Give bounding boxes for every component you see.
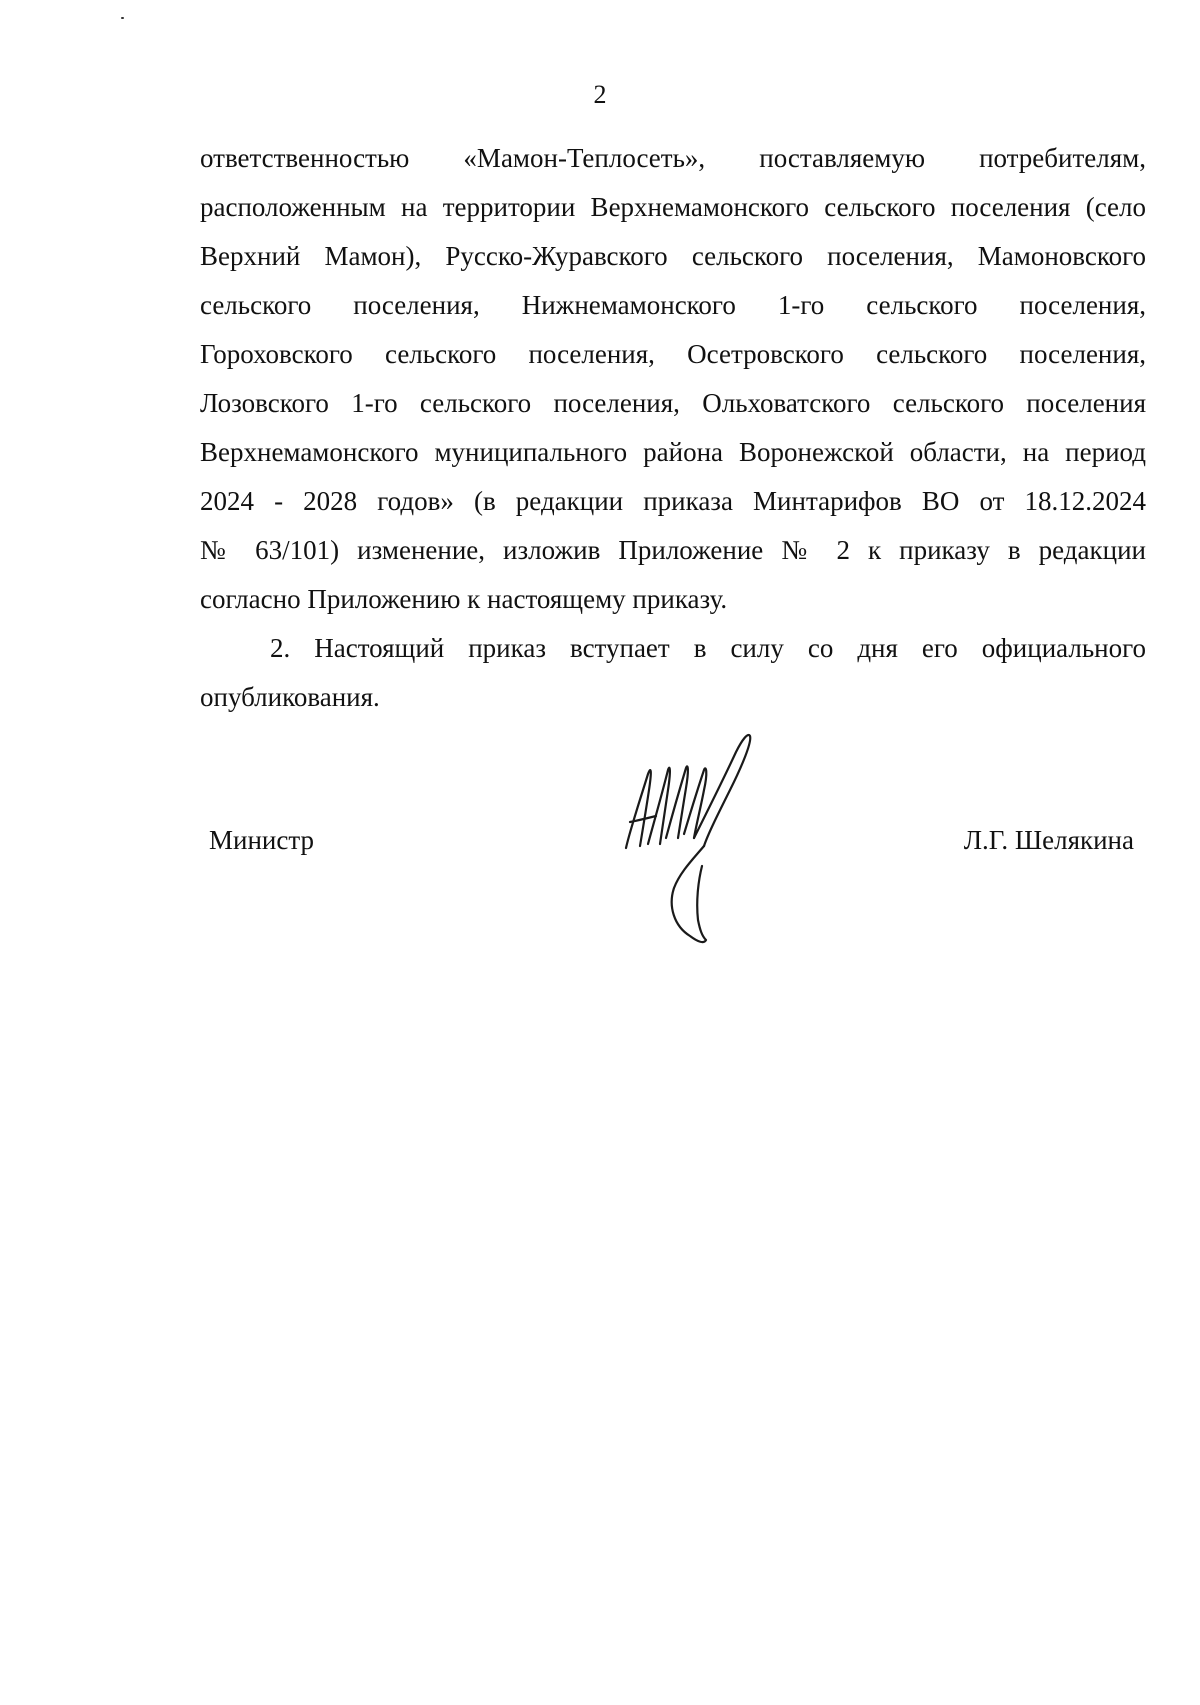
paragraph-1-line: сельского поселения, Нижнемамонского 1-го сельского поселения, (200, 290, 1146, 320)
paragraph-1-line: расположенным на территории Верхнемамонского сельского поселения (село (200, 192, 1146, 222)
scan-speck (121, 17, 124, 19)
paragraph-1-line: согласно Приложению к настоящему приказу. (200, 584, 728, 614)
handwritten-signature (618, 730, 768, 955)
signer-name: Л.Г. Шелякина (963, 825, 1134, 855)
page-number: 2 (593, 80, 607, 109)
paragraph-2-line: 2. Настоящий приказ вступает в силу со дня его официального (270, 633, 1146, 663)
document-body (200, 138, 1146, 726)
paragraph-2-line: опубликования. (200, 682, 380, 712)
paragraph-1-line: Лозовского 1-го сельского поселения, Ольховатского сельского поселения (200, 388, 1146, 418)
signer-position: Министр (209, 825, 314, 855)
paragraph-1-line: 2024 - 2028 годов» (в редакции приказа Минтарифов ВО от 18.12.2024 (200, 486, 1146, 516)
paragraph-1-line: Верхний Мамон), Русско-Журавского сельского поселения, Мамоновского (200, 241, 1146, 271)
signature-block (0, 820, 1200, 860)
paragraph-1-line: ответственностью «Мамон-Теплосеть», поставляемую потребителям, (200, 143, 1146, 173)
paragraph-1-line: № 63/101) изменение, изложив Приложение № 2 к приказу в редакции (200, 535, 1146, 565)
paragraph-1-line: Верхнемамонского муниципального района Воронежской области, на период (200, 437, 1146, 467)
paragraph-1-line: Гороховского сельского поселения, Осетровского сельского поселения, (200, 339, 1146, 369)
